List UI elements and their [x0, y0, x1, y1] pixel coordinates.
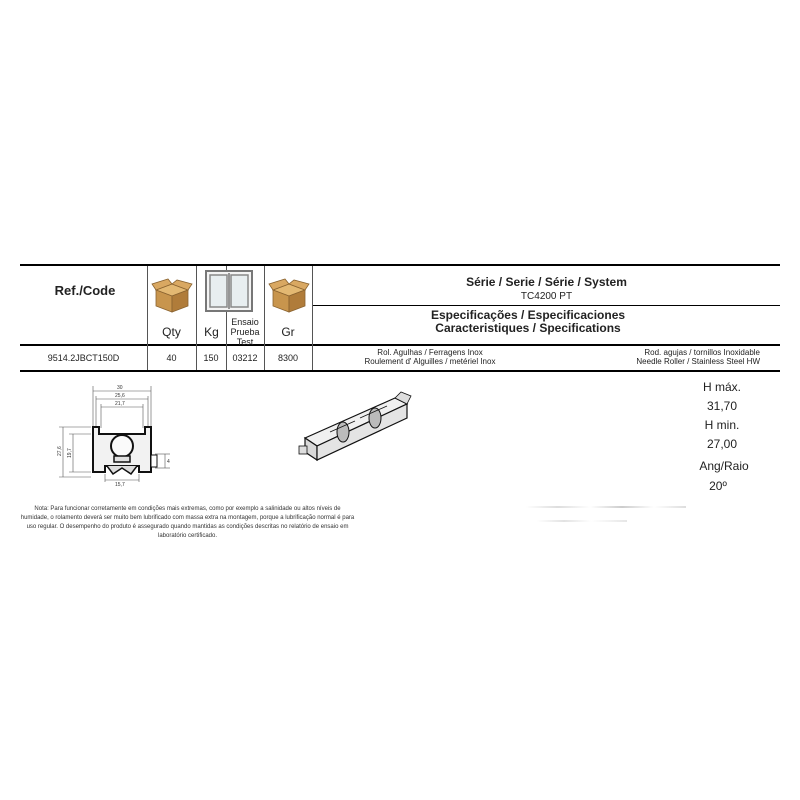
- hmax-value: 31,70: [706, 399, 738, 413]
- table-top-rule: [20, 264, 780, 266]
- specs-title-line1: Especificações / Especificaciones: [430, 308, 626, 322]
- dim-label: 19,7: [67, 448, 73, 458]
- ang-value: 20º: [709, 479, 727, 493]
- dim-label: 27,6: [57, 446, 63, 456]
- dim-label: 4: [167, 459, 170, 465]
- gr-cell: 8300: [277, 353, 299, 363]
- spec-left-line: Roulement d' Alguilles / metériel Inox: [364, 357, 496, 366]
- dim-label: 15,7: [115, 482, 125, 488]
- ref-cell: 9514.2JBCT150D: [47, 353, 120, 363]
- ref-code-header: Ref./Code: [54, 283, 116, 298]
- kg-cell: 150: [203, 353, 219, 363]
- ensaio-header: [226, 317, 264, 347]
- lubrication-note: Nota: Para funcionar corretamente em condições mais extremas, como por exemplo a salinidade ou altos níveis de humidade, o rolamento deverá ser muito bem lubrificado com massa extra na montagem, porque a lubrificação normal é para uso regular. O desempenho do produto é assegurado quando mantidas as condições descritas no relatório de ensaio em laboratório certificado.: [20, 506, 355, 539]
- ensaio-line: Ensaio: [231, 317, 259, 327]
- box-icon: [267, 278, 311, 314]
- scan-artifact: [537, 520, 627, 522]
- spec-right-line: Needle Roller / Stainless Steel HW: [636, 357, 760, 366]
- ensaio-line: Test: [236, 337, 254, 347]
- spec-right-line: Rod. agujas / tornillos Inoxidable: [644, 348, 760, 357]
- kg-header: Kg: [204, 325, 219, 339]
- qty-cell: 40: [166, 353, 177, 363]
- spec-right: [560, 348, 760, 366]
- qty-header: Qty: [162, 325, 181, 339]
- hmin-value: 27,00: [706, 437, 738, 451]
- table-header-bottom-rule: [20, 344, 780, 346]
- ensaio-line: Prueba: [230, 327, 260, 337]
- dim-label: 30: [117, 385, 123, 391]
- dim-label: 21,7: [115, 401, 125, 407]
- hmin-label: H min.: [704, 418, 740, 432]
- gr-header: Gr: [281, 325, 295, 339]
- spec-divider-rule: [313, 305, 780, 306]
- technical-drawing: [55, 382, 180, 490]
- box-icon: [150, 278, 194, 314]
- series-code: TC4200 PT: [520, 291, 573, 302]
- specs-title-line2: Caracteristiques / Specifications: [435, 321, 621, 335]
- roller-image: [295, 388, 415, 468]
- spec-left-line: Rol. Agulhas / Ferragens Inox: [377, 348, 483, 357]
- test-cell: 03212: [232, 353, 258, 363]
- hmax-label: H máx.: [702, 380, 741, 394]
- scan-artifact: [526, 506, 686, 508]
- series-title: Série / Serie / Série / System: [466, 275, 627, 289]
- table-bottom-rule: [20, 370, 780, 372]
- dim-label: 25,6: [115, 393, 125, 399]
- spec-left: [330, 348, 530, 366]
- ang-label: Ang/Raio: [699, 459, 749, 473]
- window-icon: [205, 270, 253, 312]
